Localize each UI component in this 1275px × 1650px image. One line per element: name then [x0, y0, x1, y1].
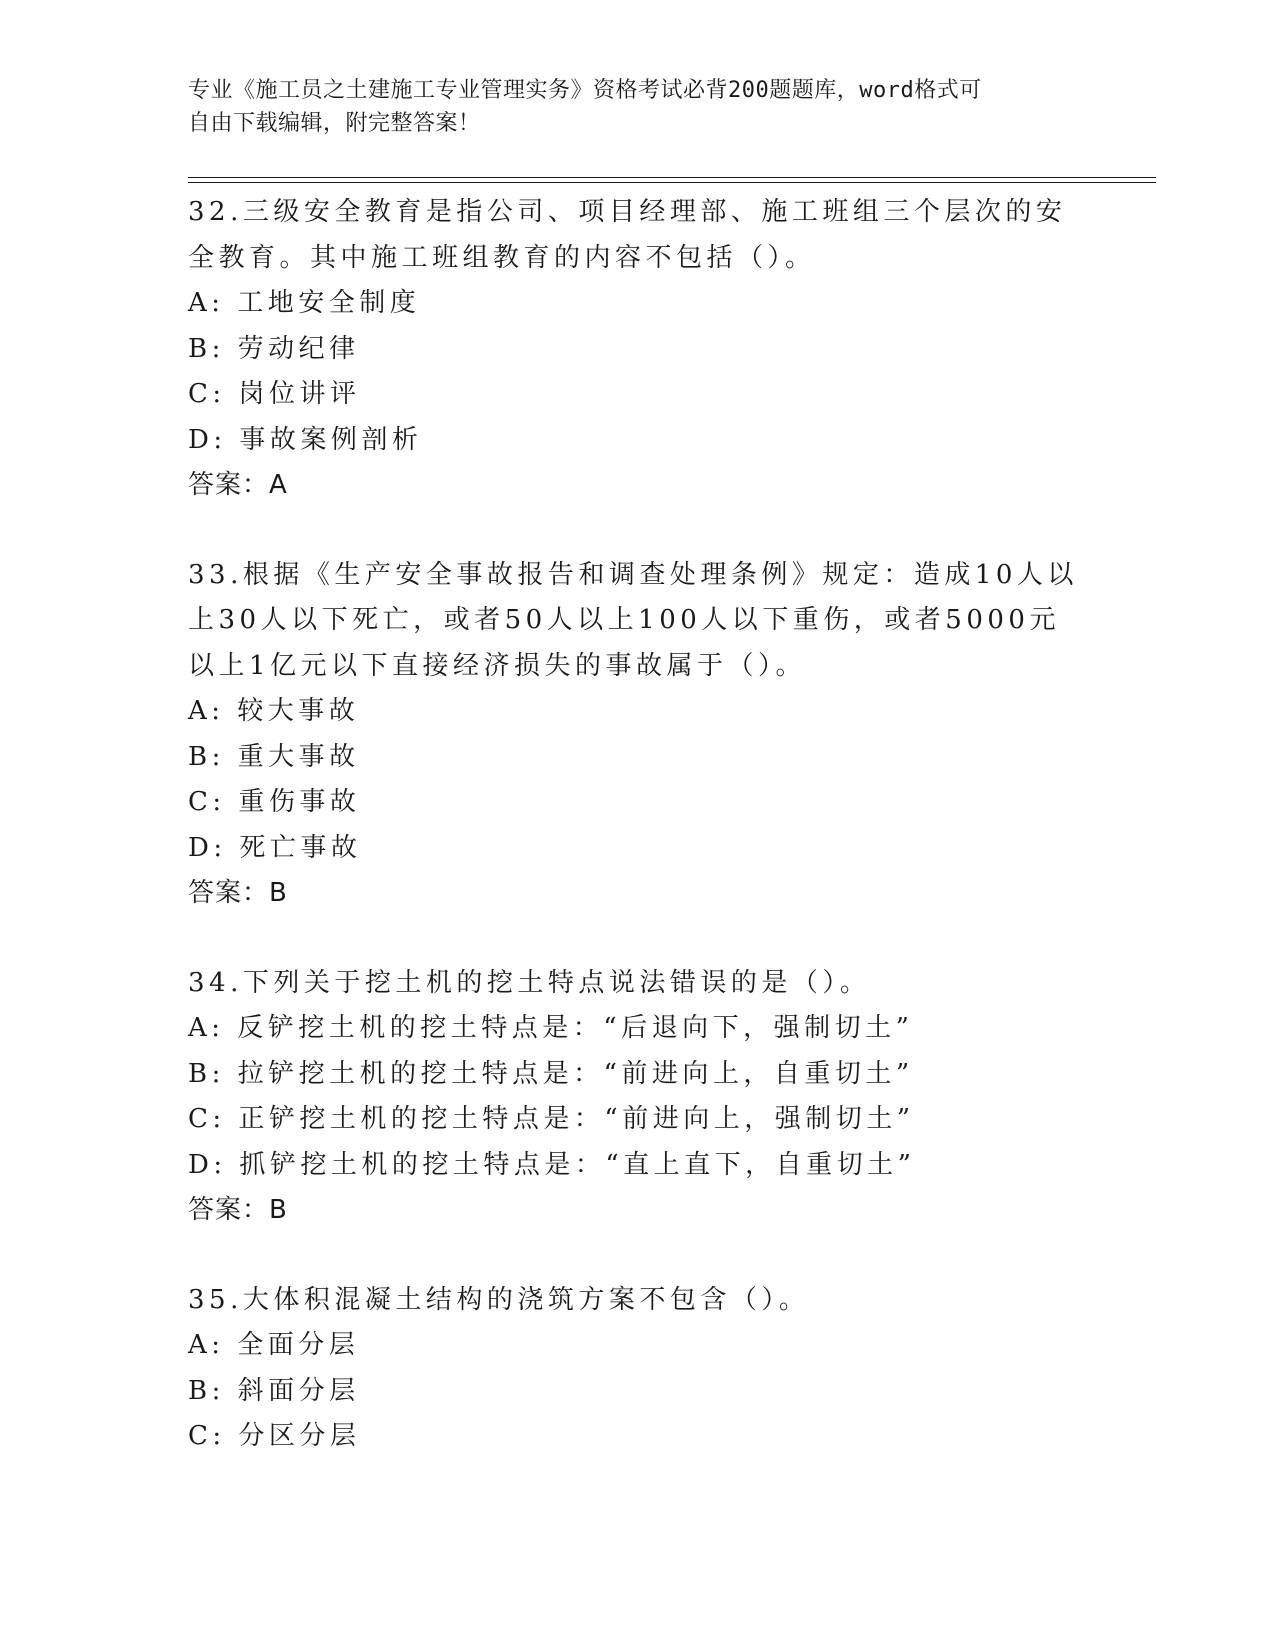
header-divider-top	[188, 177, 1156, 178]
option-c: C: 岗位讲评	[188, 379, 361, 409]
question-stem: 33.根据《生产安全事故报告和调查处理条例》规定：造成10人以上30人以下死亡，或者50人以上100人以下重伤，或者5000元以上1亿元以下直接经济损失的事故属于（）。	[188, 559, 1078, 681]
option-list	[188, 281, 1088, 463]
question-stem: 34.下列关于挖土机的挖土特点说法错误的是（）。	[188, 967, 871, 998]
header-line-2: 自由下载编辑，附完整答案！	[188, 111, 481, 136]
header-line-1: 专业《施工员之土建施工专业管理实务》资格考试必背200题题库，word格式可	[188, 78, 982, 103]
option-b: B: 拉铲挖土机的挖土特点是：“前进向上，自重切土”	[188, 1058, 914, 1089]
option-d: D: 事故案例剖析	[188, 424, 423, 455]
option-a: A: 全面分层	[188, 1330, 360, 1360]
option-a: A: 工地安全制度	[188, 288, 421, 318]
question-33	[188, 553, 1088, 917]
question-35	[188, 1278, 1088, 1460]
question-34	[188, 961, 1088, 1234]
option-d: D: 抓铲挖土机的挖土特点是：“直上直下，自重切土”	[188, 1149, 916, 1180]
option-b: B: 重大事故	[188, 741, 360, 772]
option-list	[188, 1006, 1088, 1188]
header-divider-bottom	[188, 182, 1156, 183]
option-c: C: 重伤事故	[188, 787, 361, 817]
option-c: C: 分区分层	[188, 1421, 361, 1451]
question-list	[188, 190, 1088, 1504]
question-stem: 32.三级安全教育是指公司、项目经理部、施工班组三个层次的安全教育。其中施工班组教育的内容不包括（）。	[188, 197, 1067, 273]
option-list	[188, 689, 1088, 871]
option-c: C: 正铲挖土机的挖土特点是：“前进向上，强制切土”	[188, 1104, 915, 1134]
question-32	[188, 190, 1088, 509]
question-stem: 35.大体积混凝土结构的浇筑方案不包含（）。	[188, 1284, 810, 1315]
answer-label: 答案：B	[188, 1195, 288, 1225]
option-a: A: 反铲挖土机的挖土特点是：“后退向下，强制切土”	[188, 1013, 914, 1043]
answer-label: 答案：B	[188, 878, 288, 908]
answer-label: 答案：A	[188, 470, 288, 500]
document-header	[188, 74, 1088, 140]
option-list	[188, 1323, 1088, 1460]
option-b: B: 斜面分层	[188, 1375, 360, 1406]
option-b: B: 劳动纪律	[188, 333, 360, 364]
option-d: D: 死亡事故	[188, 832, 362, 863]
option-a: A: 较大事故	[188, 696, 360, 726]
